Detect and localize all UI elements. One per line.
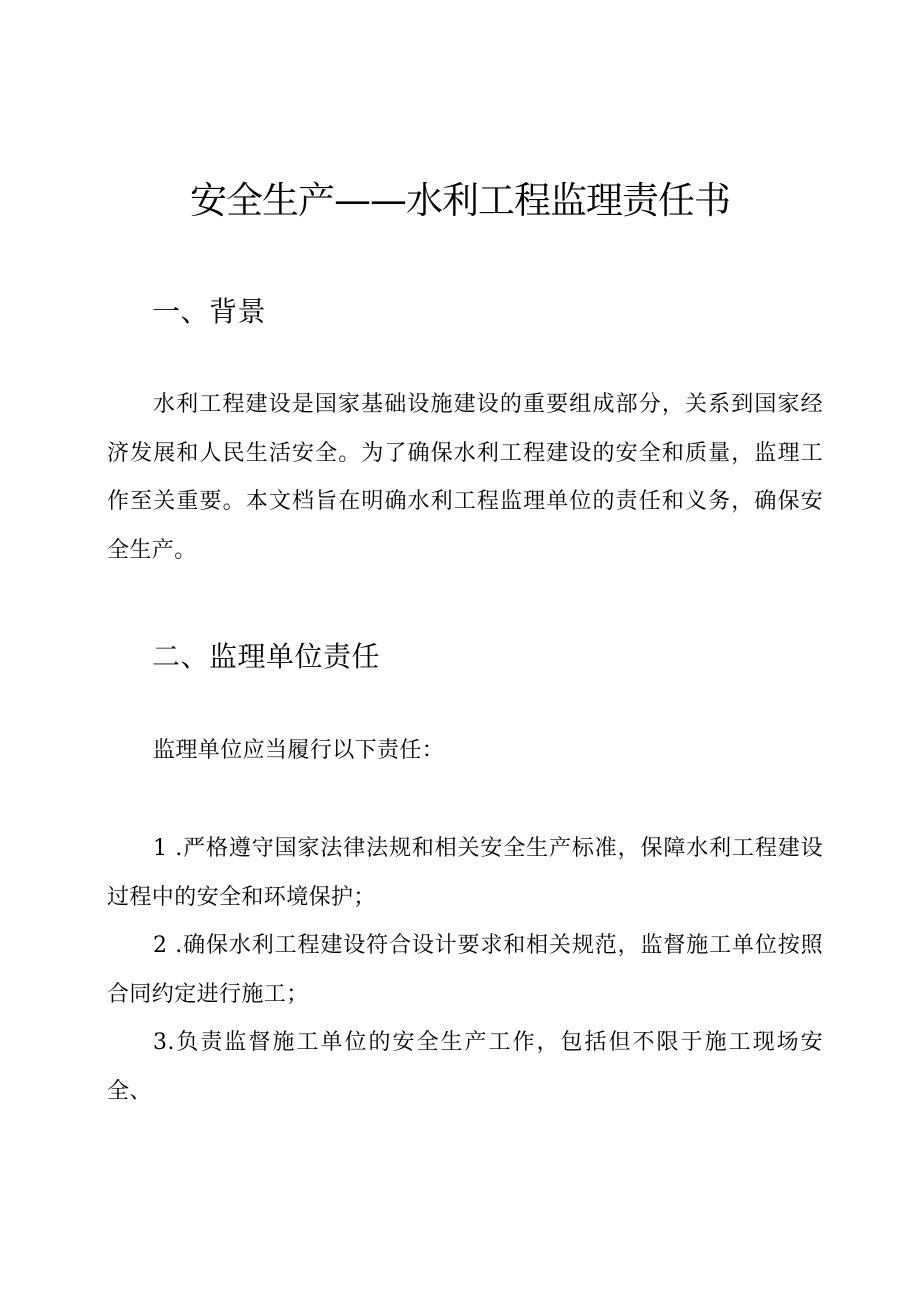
list-item: 1 .严格遵守国家法律法规和相关安全生产标准，保障水利工程建设过程中的安全和环境保护； <box>107 836 823 910</box>
document-title: 安全生产——水利工程监理责任书 <box>190 179 730 222</box>
section-heading-background: 一、背景 <box>152 295 267 328</box>
list-item: 2 .确保水利工程建设符合设计要求和相关规范，监督施工单位按照合同约定进行施工； <box>107 933 823 1007</box>
background-paragraph: 水利工程建设是国家基础设施建设的重要组成部分，关系到国家经济发展和人民生活安全。为了确保水利工程建设的安全和质量，监理工作至关重要。本文档旨在明确水利工程监理单位的责任和义务，确保安全生产。 <box>107 392 823 563</box>
responsibilities-intro: 监理单位应当履行以下责任： <box>153 738 445 763</box>
section-heading-responsibilities: 二、监理单位责任 <box>152 640 381 673</box>
list-item: 3.负责监督施工单位的安全生产工作，包括但不限于施工现场安全、 <box>107 1030 823 1104</box>
